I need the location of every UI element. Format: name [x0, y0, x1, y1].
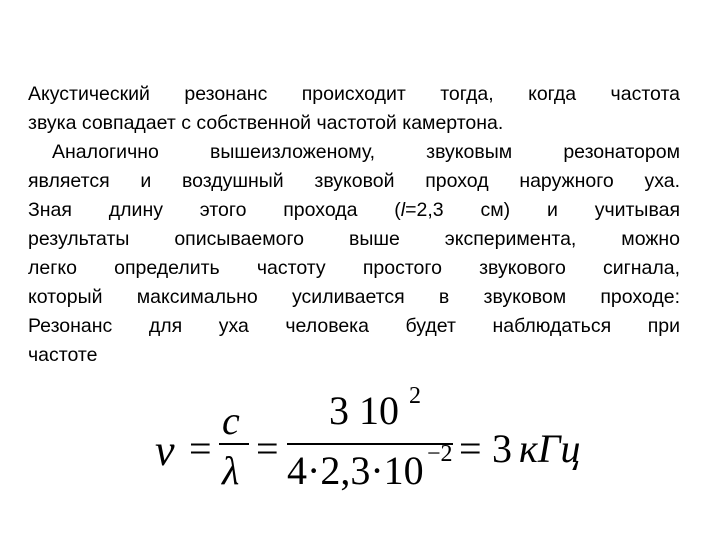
formula-equals-3: =	[459, 426, 482, 471]
text-line-5	[28, 196, 680, 225]
text-line-2: звука совпадает с собственной частотой камертона.	[28, 112, 504, 134]
length-symbol: l	[400, 199, 406, 221]
formula-c: c	[222, 398, 240, 443]
numerator-base: 3 10	[329, 388, 399, 433]
text-line-5-part-a: Зная длину этого прохода (	[28, 199, 401, 221]
text-line-8: который максимально усиливается в звуковом проходе:	[28, 286, 680, 308]
text-line-7: легко определить частоту простого звукового сигнала,	[28, 257, 680, 279]
numerator-exponent: 2	[409, 383, 421, 409]
body-text	[28, 80, 680, 370]
denominator-base: 4·2,3·10	[287, 448, 424, 493]
formula-equals-2: =	[256, 426, 279, 471]
frequency-formula	[155, 383, 585, 495]
text-line-5-part-b: =2,3 см) и учитывая	[405, 199, 680, 221]
text-line-10: частоте	[28, 344, 98, 366]
formula-equals-1: =	[189, 426, 212, 471]
fraction-bar-1	[219, 443, 249, 445]
formula-lambda: λ	[222, 448, 240, 493]
formula-nu: ν	[155, 426, 175, 475]
result-unit: кГц	[519, 426, 581, 471]
text-line-3: Аналогично вышеизложеному, звуковым резонатором	[52, 141, 680, 163]
denominator-exponent: −2	[427, 441, 453, 467]
result-value: 3	[492, 426, 512, 471]
text-line-9: Резонанс для уха человека будет наблюдаться при	[28, 315, 680, 337]
text-line-4: является и воздушный звуковой проход наружного уха.	[28, 170, 680, 192]
text-line-6: результаты описываемого выше эксперимента, можно	[28, 228, 680, 250]
text-line-1: Акустический резонанс происходит тогда, когда частота	[28, 83, 680, 105]
